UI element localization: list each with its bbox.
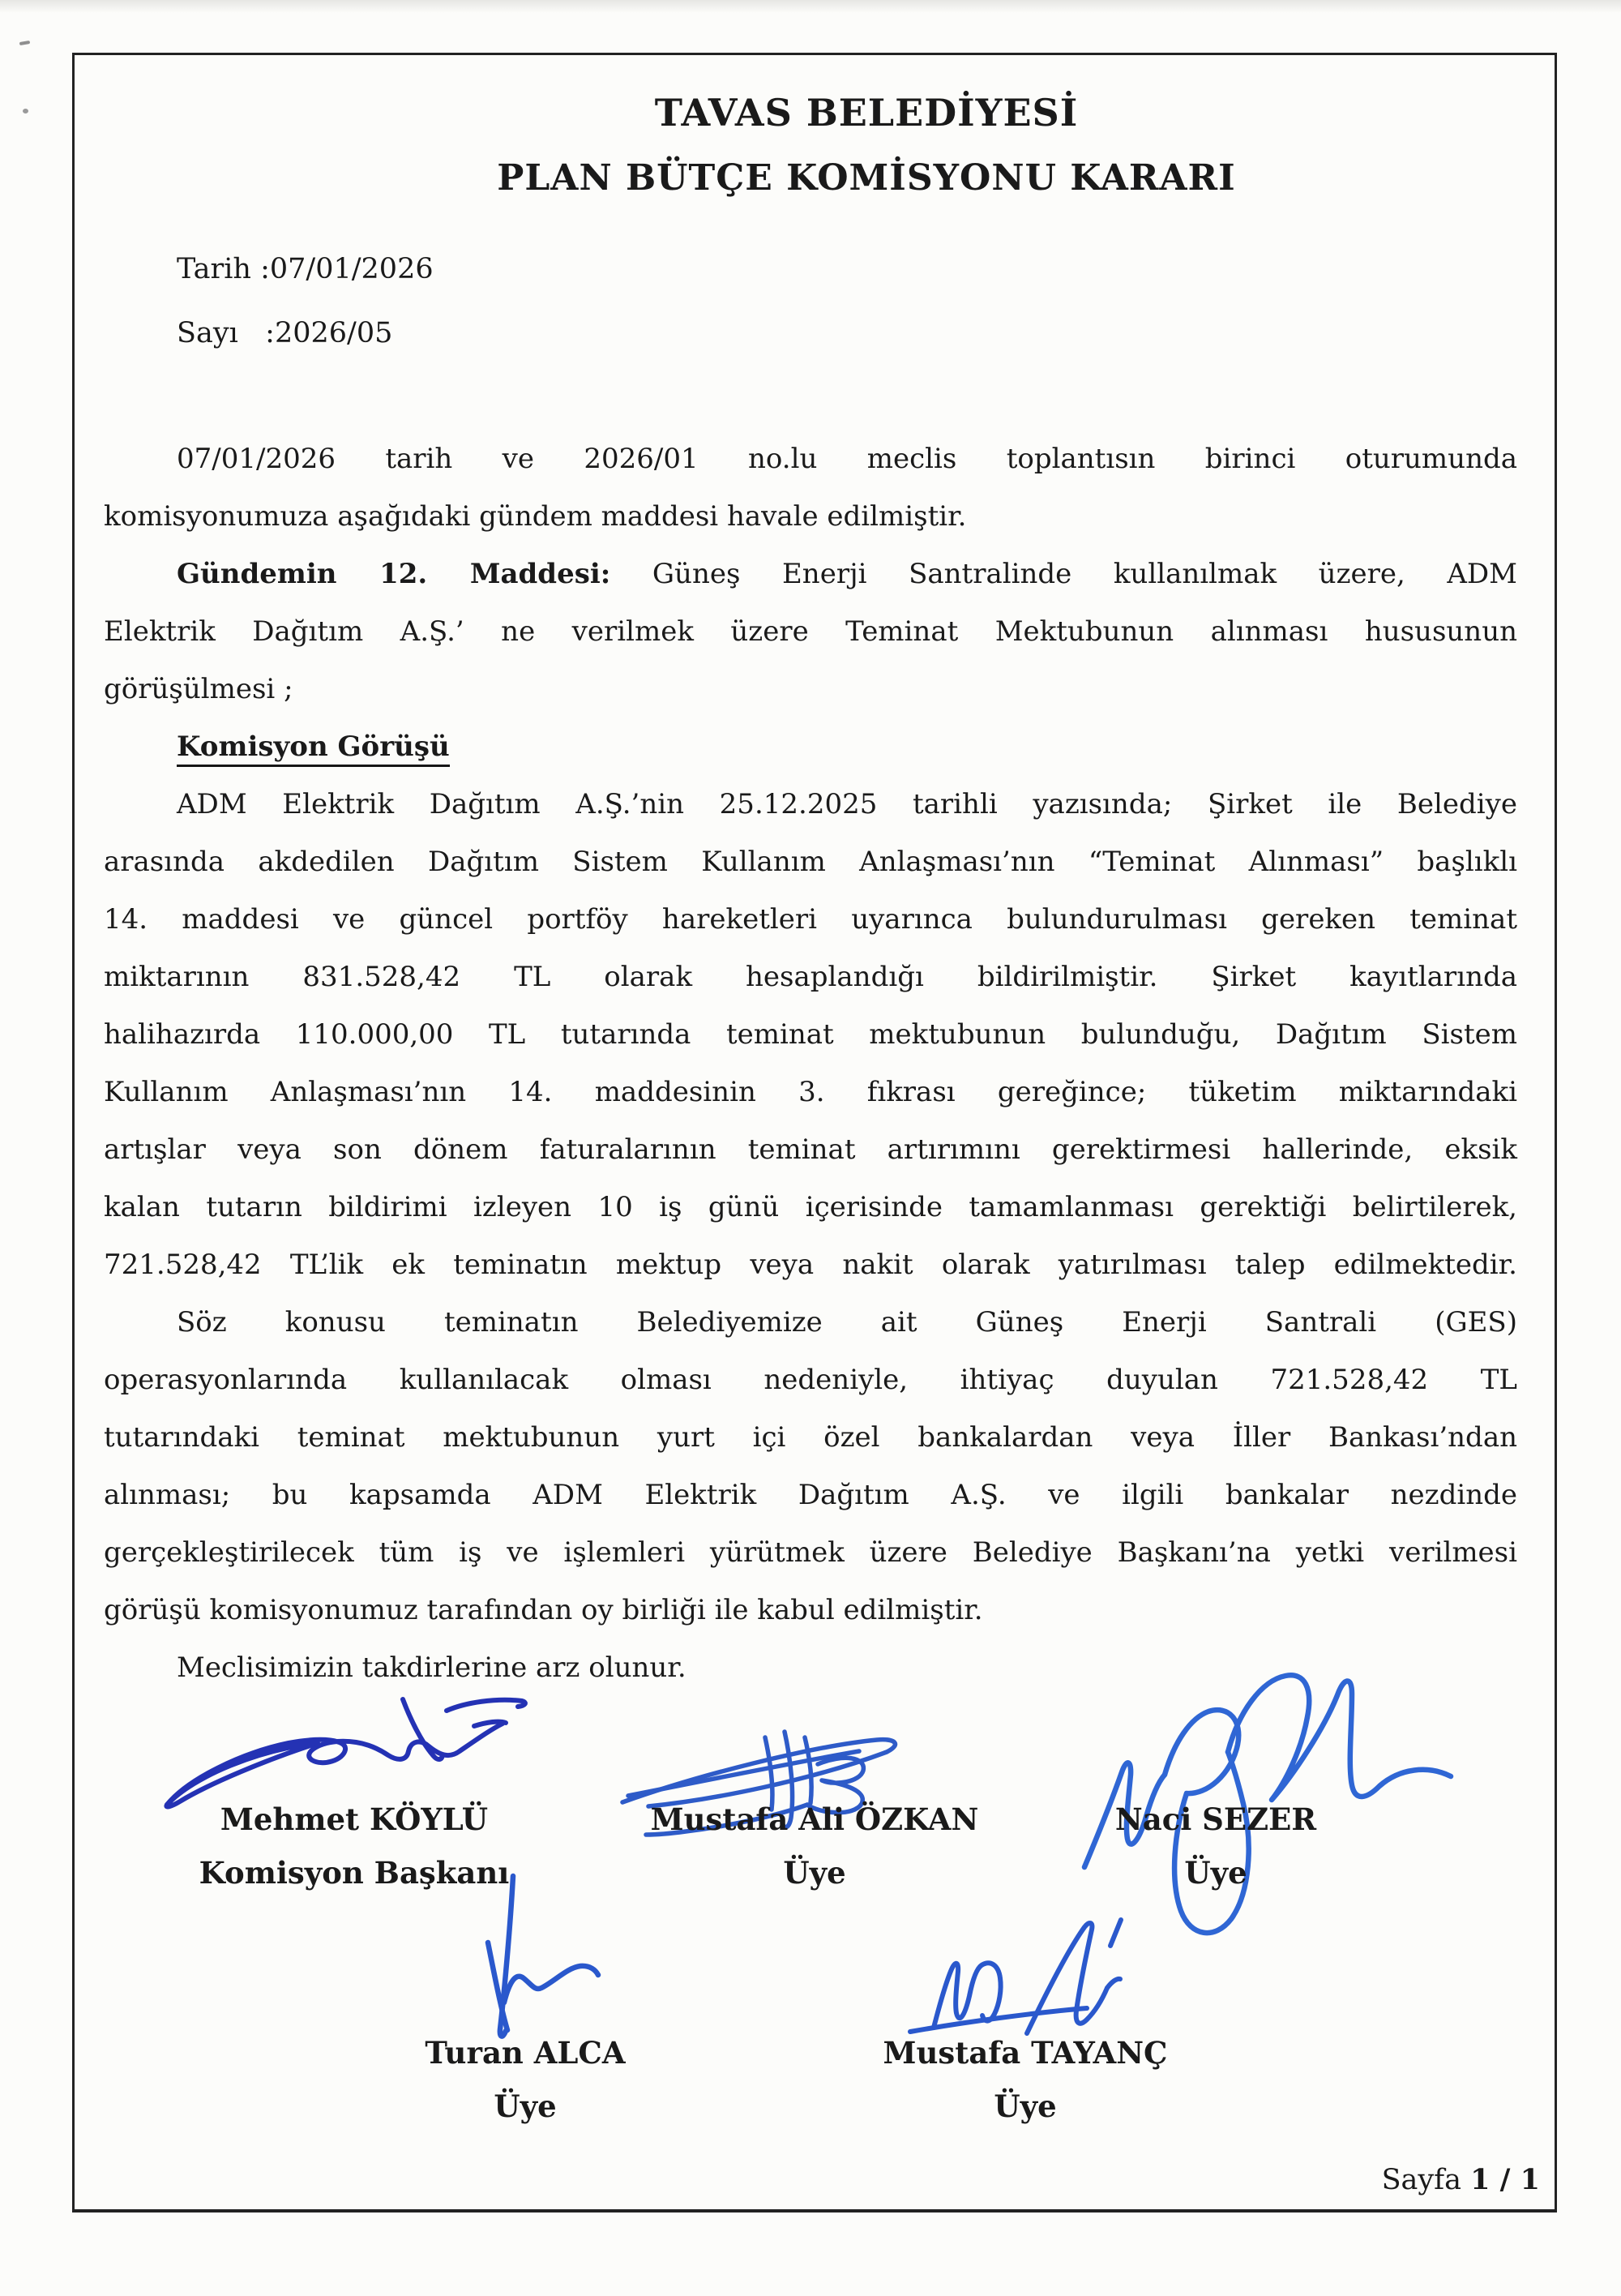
body-line: halihazırda 110.000,00 TL tutarında teminat mektubunun bulunduğu, Dağıtım Sistem	[104, 1018, 1517, 1051]
body-line: tutarındaki teminat mektubunun yurt içi özel bankalardan veya İller Bankası’ndan	[104, 1421, 1517, 1454]
document-subtitle: PLAN BÜTÇE KOMİSYONU KARARI	[497, 157, 1236, 199]
signatory-name: Mustafa TAYANÇ	[883, 2035, 1168, 2071]
number-line: Sayı :2026/05	[177, 317, 393, 349]
opinion-heading	[104, 718, 1517, 776]
page-number-label: Sayfa	[1381, 2164, 1471, 2196]
opinion-heading-text: Komisyon Görüşü	[177, 730, 450, 767]
date-line: Tarih :07/01/2026	[177, 253, 434, 285]
signatory-name: Turan ALCA	[425, 2035, 626, 2071]
body-line: operasyonlarında kullanılacak olması nedeniyle, ihtiyaç duyulan 721.528,42 TL	[104, 1364, 1517, 1396]
body-line: komisyonumuza aşağıdaki gündem maddesi havale edilmiştir.	[104, 500, 967, 533]
scan-speck	[19, 41, 30, 45]
body-line: Elektrik Dağıtım A.Ş.’ ne verilmek üzere Teminat Mektubunun alınması hususunun	[104, 615, 1517, 648]
signatory-title: Komisyon Başkanı	[199, 1855, 510, 1891]
body-line: arasında akdedilen Dağıtım Sistem Kullanım Anlaşması’nın “Teminat Alınması” başlıklı	[104, 846, 1517, 878]
body-line: gerçekleştirilecek tüm iş ve işlemleri yürütmek üzere Belediye Başkanı’na yetki verilmesi	[104, 1536, 1517, 1569]
signatory-title: Üye	[1184, 1855, 1247, 1891]
page-number-value: 1 / 1	[1470, 2163, 1540, 2196]
signatory-title: Üye	[494, 2088, 557, 2124]
body-line: Kullanım Anlaşması’nın 14. maddesinin 3. fıkrası gereğince; tüketim miktarındaki	[104, 1076, 1517, 1108]
body-line: miktarının 831.528,42 TL olarak hesaplandığı bildirilmiştir. Şirket kayıtlarında	[104, 961, 1517, 993]
signatory-title: Üye	[783, 1855, 846, 1891]
signatory-name: Mehmet KÖYLÜ	[220, 1801, 489, 1837]
closing-line: Meclisimizin takdirlerine arz olunur.	[177, 1651, 686, 1684]
page-number	[1382, 2163, 1540, 2196]
body-line-agenda	[104, 546, 1517, 603]
scanner-edge-shadow	[0, 0, 1621, 13]
body-line: görüşü komisyonumuz tarafından oy birliği ile kabul edilmiştir.	[104, 1594, 983, 1626]
body-line: görüşülmesi ;	[104, 673, 293, 705]
body-line: 14. maddesi ve güncel portföy hareketleri uyarınca bulundurulması gereken teminat	[104, 903, 1517, 936]
signatory-name: Mustafa Ali ÖZKAN	[650, 1801, 979, 1837]
signatory-title: Üye	[994, 2088, 1057, 2124]
document-title: TAVAS BELEDİYESİ	[654, 91, 1079, 135]
body-line: artışlar veya son dönem faturalarının teminat artırımını gerektirmesi hallerinde, eksik	[104, 1133, 1517, 1166]
signatory-name: Naci SEZER	[1114, 1801, 1317, 1837]
document-body	[104, 430, 1517, 1697]
body-line: alınması; bu kapsamda ADM Elektrik Dağıtım A.Ş. ve ilgili bankalar nezdinde	[104, 1479, 1517, 1511]
body-line: 721.528,42 TL’lik ek teminatın mektup veya nakit olarak yatırılması talep edilmektedir.	[104, 1249, 1517, 1281]
agenda-item-label: Gündemin 12. Maddesi:	[177, 558, 611, 590]
body-line: 07/01/2026 tarih ve 2026/01 no.lu meclis toplantısın birinci oturumunda	[177, 443, 1517, 475]
body-line: kalan tutarın bildirimi izleyen 10 iş günü içerisinde tamamlanması gerektiği belirtilerek,	[104, 1191, 1517, 1223]
body-line: ADM Elektrik Dağıtım A.Ş.’nin 25.12.2025 tarihli yazısında; Şirket ile Belediye	[177, 788, 1517, 820]
body-line: Söz konusu teminatın Belediyemize ait Güneş Enerji Santrali (GES)	[177, 1306, 1517, 1339]
agenda-item-text: Güneş Enerji Santralinde kullanılmak üzere, ADM	[610, 558, 1517, 590]
